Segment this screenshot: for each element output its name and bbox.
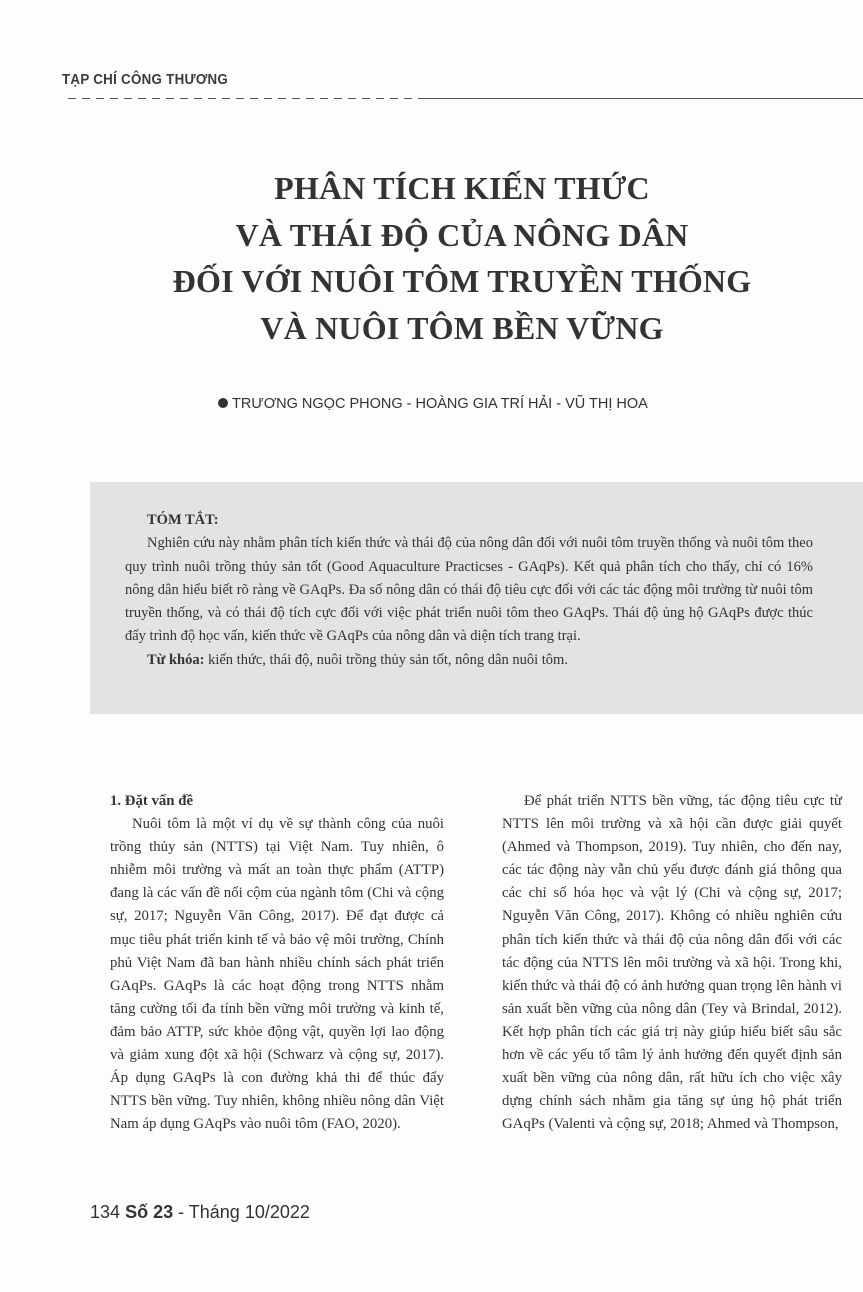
keywords-label: Từ khóa: [147,651,205,668]
issue-month: - Tháng 10/2022 [178,1202,310,1222]
header-rule-pattern [62,96,422,99]
title-line: VÀ THÁI ĐỘ CỦA NÔNG DÂN [235,216,689,253]
authors-text: TRƯƠNG NGỌC PHONG - HOÀNG GIA TRÍ HẢI - VŨ THỊ HOA [232,396,648,412]
journal-name: TẠP CHÍ CÔNG THƯƠNG [62,72,229,88]
keywords-text: kiến thức, thái độ, nuôi trồng thủy sản tốt, nông dân nuôi tôm. [204,651,568,668]
abstract [125,509,813,672]
bullet-icon [218,398,228,408]
abstract-heading: TÓM TẮT: [147,512,219,528]
section-title: 1. Đặt vấn đề [110,793,194,809]
keywords [125,649,813,672]
title-line: VÀ NUÔI TÔM BỀN VỮNG [260,309,664,346]
page-number: 134 [90,1202,121,1222]
page-footer [90,1202,310,1223]
issue-number: Số 23 [125,1202,174,1222]
authors-line [218,396,648,412]
right-column [502,790,842,1136]
title-line: PHÂN TÍCH KIẾN THỨC [274,170,650,206]
left-column [110,790,444,1136]
paragraph: Nuôi tôm là một ví dụ về sự thành công của nuôi trồng thủy sản (NTTS) tại Việt Nam. Tuy nhiên, ô nhiễm môi trường và mất an toàn thực phẩm (ATTP) đang là các vấn đề nổi cộm của ngành tôm (Chi và cộng sự, 2017; Nguyễn Văn Công, 2017). Để đạt được cả mục tiêu phát triển kinh tế và bảo vệ môi trường, Chính phủ Việt Nam đã ban hành nhiều chính sách phát triển GAqPs. GAqPs là các hoạt động trong NTTS nhằm tăng cường tối đa tính bền vững môi trường và kinh tế, đảm bảo ATTP, sức khỏe động vật, quyền lợi lao động và giảm xung đột xã hội (Schwarz và cộng sự, 2017). Áp dụng GAqPs là con đường khả thi để thúc đẩy NTTS bền vững. Tuy nhiên, không nhiều nông dân Việt Nam áp dụng GAqPs vào nuôi tôm (FAO, 2020). [110,816,444,1133]
article-title [62,165,862,351]
abstract-body: Nghiên cứu này nhằm phân tích kiến thức và thái độ của nông dân đối với nuôi tôm truyền thống và nuôi tôm theo quy trình nuôi trồng thủy sản tốt (Good Aquaculture Practicses - GAqPs). Kết quả phân tích cho thấy, chỉ có 16% nông dân hiểu biết rõ ràng về GAqPs. Đa số nông dân có thái độ tiêu cực đối với các tác động môi trường từ nuôi tôm truyền thống, và có thái độ tích cực đối với việc phát triển nuôi tôm theo GAqPs. Thái độ ủng hộ GAqPs được thúc đẩy trình độ học vấn, kiến thức về GAqPs của nông dân và diện tích trang trại. [125,535,813,645]
paragraph: Để phát triển NTTS bền vững, tác động tiêu cực từ NTTS lên môi trường và xã hội cần được giải quyết (Ahmed và Thompson, 2019). Tuy nhiên, cho đến nay, các tác động này vẫn chủ yếu được đánh giá thông qua các chỉ số hóa học và vật lý (Chi và cộng sự, 2017; Nguyễn Văn Công, 2017). Không có nhiều nghiên cứu phân tích kiến thức và thái độ của nông dân đối với các tác động của NTTS lên môi trường và xã hội. Trong khi, kiến thức và thái độ có ảnh hưởng quan trọng lên hành vi sản xuất bền vững của nông dân (Tey và Brindal, 2012). Kết hợp phân tích các giá trị này giúp hiểu biết sâu sắc hơn về các yếu tố tâm lý ảnh hưởng đến quyết định sản xuất bền vững của nông dân, rất hữu ích cho việc xây dựng chính sách nhằm gia tăng sự ủng hộ phát triển GAqPs (Valenti và cộng sự, 2018; Ahmed và Thompson, [502,793,842,1133]
title-line: ĐỐI VỚI NUÔI TÔM TRUYỀN THỐNG [172,263,752,299]
